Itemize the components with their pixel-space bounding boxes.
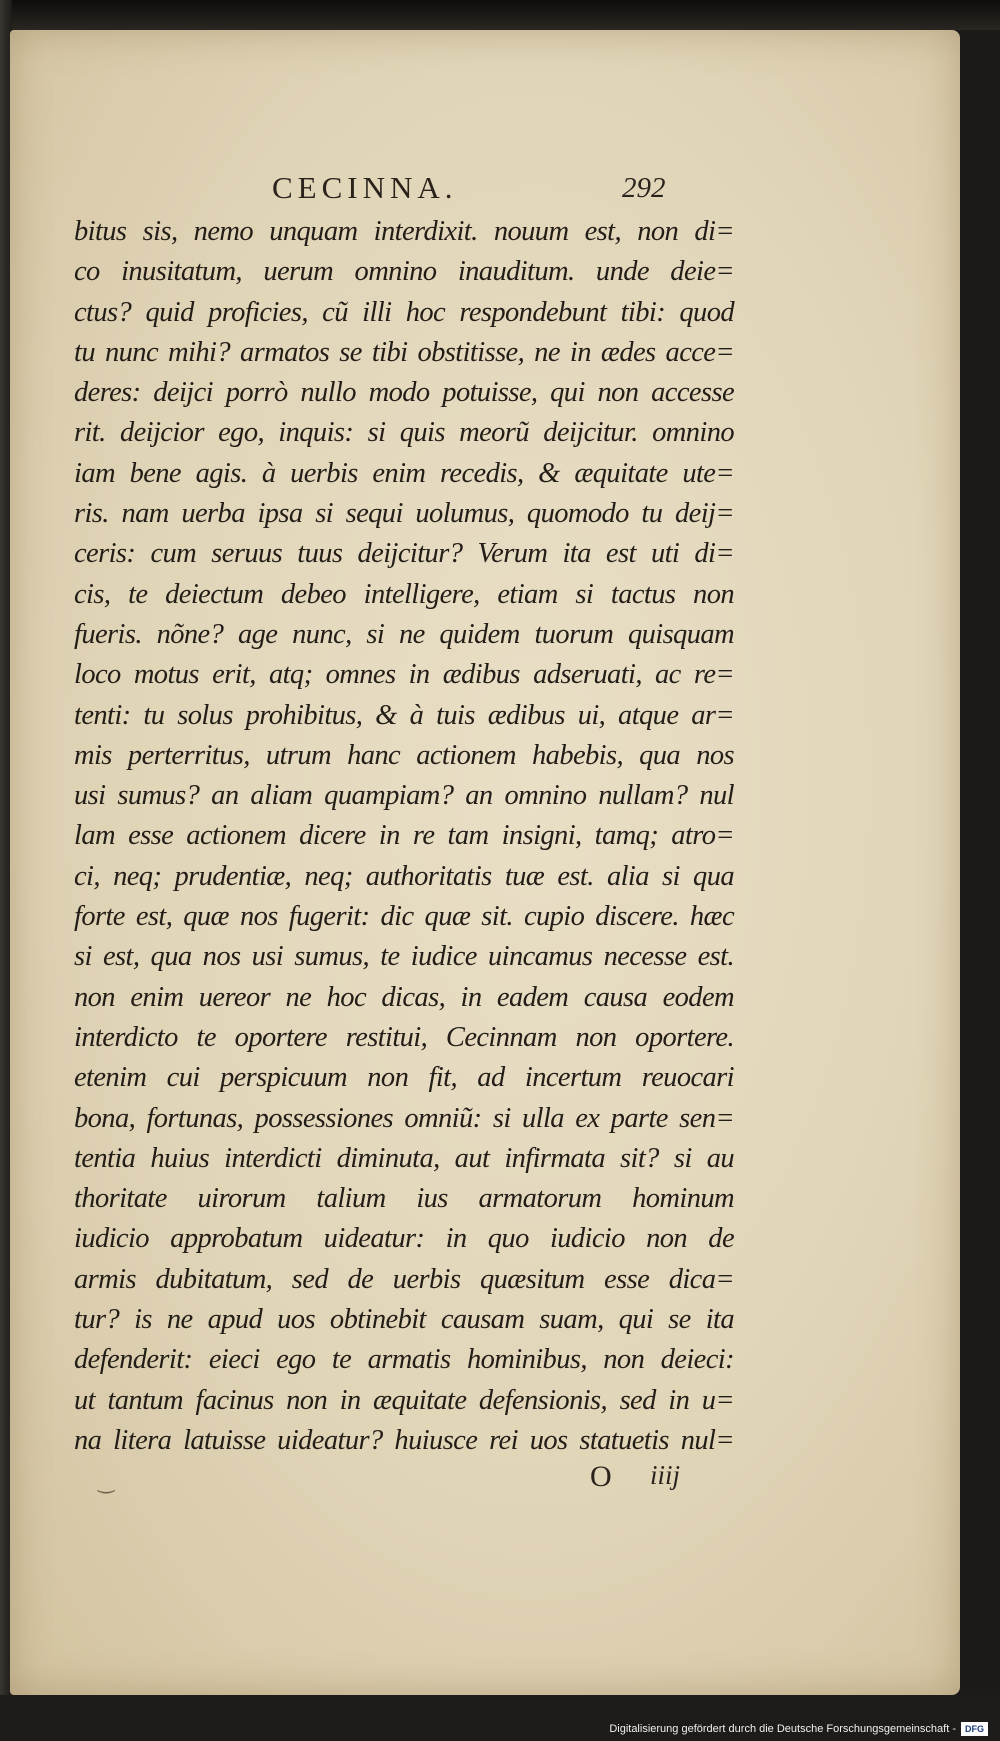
text-line: fueris. nõne? age nunc, si ne quidem tuorum quisquam: [74, 618, 734, 650]
page-body-text: [74, 212, 734, 1461]
text-line: si est, qua nos usi sumus, te iudice uincamus necesse est.: [74, 941, 734, 973]
text-line: cis, te deiectum debeo intelligere, etiam si tactus non: [74, 578, 734, 610]
text-line: ut tantum facinus non in æquitate defensionis, sed in u=: [74, 1384, 734, 1416]
text-line: na litera latuisse uideatur? huiusce rei uos statuetis nul=: [74, 1424, 734, 1456]
dfg-logo: DFG: [961, 1722, 988, 1736]
text-line: loco motus erit, atq; omnes in ædibus adseruati, ac re=: [74, 659, 734, 691]
text-line: co inusitatum, uerum omnino inauditum. unde deie=: [74, 256, 734, 288]
page-number: 292: [622, 172, 666, 204]
text-line: defenderit: eieci ego te armatis hominibus, non deieci:: [74, 1344, 734, 1376]
text-line: rit. deijcior ego, inquis: si quis meorũ deijcitur. omnino: [74, 417, 734, 449]
text-line: iam bene agis. à uerbis enim recedis, & æquitate ute=: [74, 457, 734, 489]
text-line: interdicto te oportere restitui, Cecinnam non oportere.: [74, 1021, 734, 1053]
text-line: ceris: cum seruus tuus deijcitur? Verum ita est uti di=: [74, 538, 734, 570]
text-line: tenti: tu solus prohibitus, & à tuis ædibus ui, atque ar=: [74, 699, 734, 731]
footer-bar: [0, 1695, 1000, 1741]
funding-credit: Digitalisierung gefördert durch die Deutsche Forschungsgemeinschaft -: [609, 1723, 956, 1735]
text-line: forte est, quæ nos fugerit: dic quæ sit. cupio discere. hæc: [74, 901, 734, 933]
signature-letter: O: [590, 1460, 612, 1493]
text-line: non enim uereor ne hoc dicas, in eadem causa eodem: [74, 981, 734, 1013]
book-page: [10, 30, 960, 1695]
text-line: usi sumus? an aliam quampiam? an omnino nullam? nul: [74, 780, 734, 812]
book-top-edge: [0, 0, 1000, 30]
margin-mark: ‿: [98, 1472, 115, 1494]
text-line: bona, fortunas, possessiones omniũ: si ulla ex parte sen=: [74, 1102, 734, 1134]
text-line: ris. nam uerba ipsa si sequi uolumus, quomodo tu deij=: [74, 498, 734, 530]
text-line: mis perterritus, utrum hanc actionem habebis, qua nos: [74, 739, 734, 771]
text-line: thoritate uirorum talium ius armatorum hominum: [74, 1183, 734, 1215]
text-line: ci, neq; prudentiæ, neq; authoritatis tuæ est. alia si qua: [74, 860, 734, 892]
text-line: tur? is ne apud uos obtinebit causam suam, qui se ita: [74, 1304, 734, 1336]
text-line: ctus? quid proficies, cũ illi hoc respondebunt tibi: quod: [74, 296, 734, 328]
signature-numeral: iiij: [650, 1460, 681, 1490]
text-line: tentia huius interdicti diminuta, aut infirmata sit? si au: [74, 1142, 734, 1174]
text-line: armis dubitatum, sed de uerbis quæsitum esse dica=: [74, 1263, 734, 1295]
text-line: etenim cui perspicuum non fit, ad incertum reuocari: [74, 1062, 734, 1094]
text-line: tu nunc mihi? armatos se tibi obstitisse, ne in ædes acce=: [74, 336, 734, 368]
text-line: bitus sis, nemo unquam interdixit. nouum est, non di=: [74, 216, 734, 247]
page-header: [10, 170, 960, 210]
running-title: CECINNA.: [272, 170, 458, 205]
text-line: deres: deijci porrò nullo modo potuisse, qui non accesse: [74, 377, 734, 409]
text-line: iudicio approbatum uideatur: in quo iudicio non de: [74, 1223, 734, 1255]
text-line: lam esse actionem dicere in re tam insigni, tamq; atro=: [74, 820, 734, 852]
